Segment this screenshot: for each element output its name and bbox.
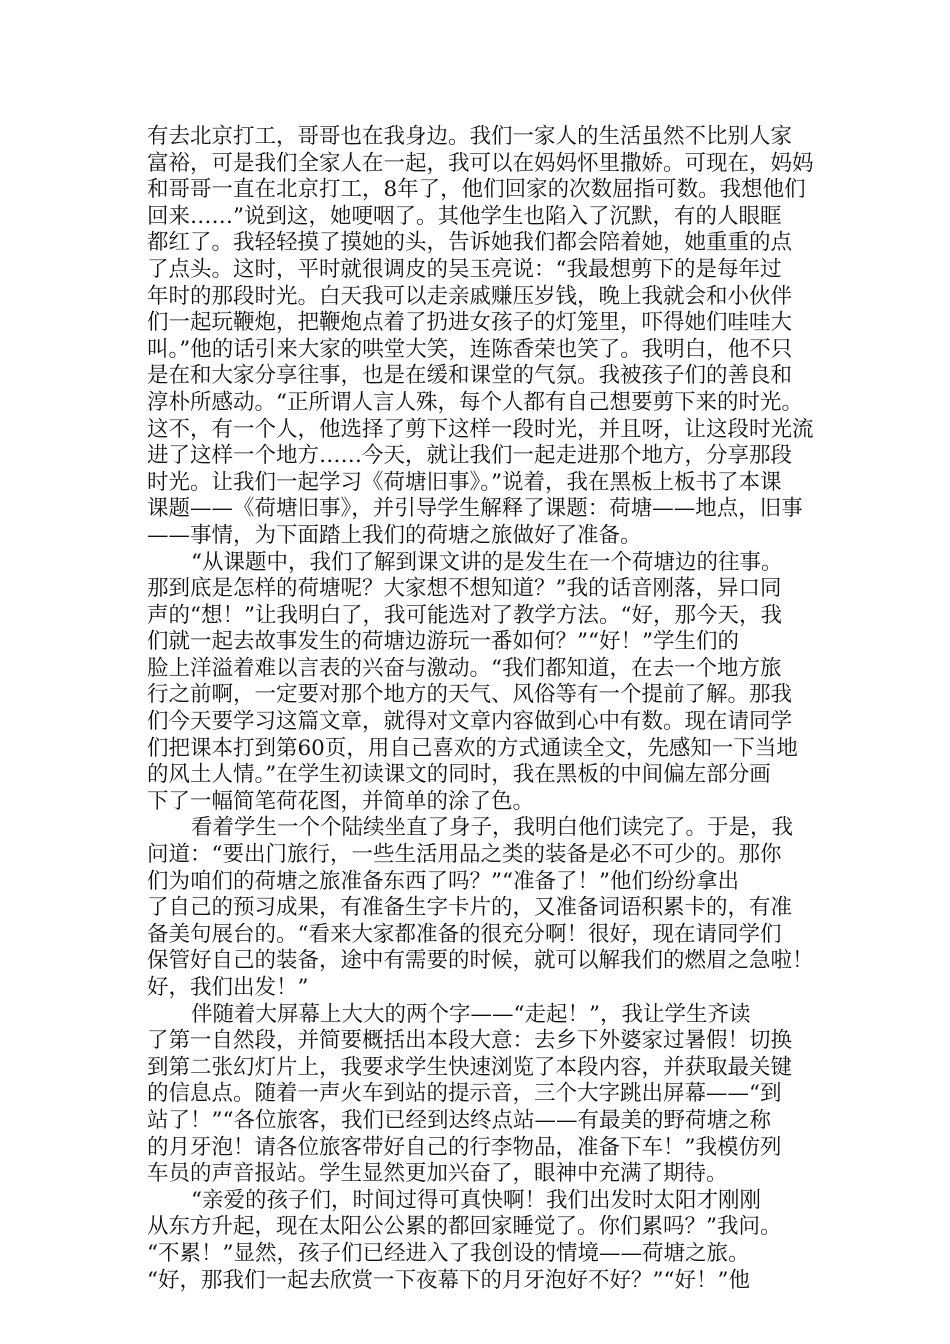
text-line: 课题——《荷塘旧事》，并引导学生解释了课题：荷塘——地点，旧事 bbox=[147, 496, 803, 522]
text-line: 的风土人情。”在学生初读课文的同时，我在黑板的中间偏左部分画 bbox=[147, 762, 771, 788]
text-line: 行之前啊，一定要对那个地方的天气、风俗等有一个提前了解。那我 bbox=[147, 682, 793, 708]
text-line: 都红了。我轻轻摸了摸她的头，告诉她我们都会陪着她，她重重的点 bbox=[147, 230, 793, 256]
text-line: 回来……”说到这，她哽咽了。其他学生也陷入了沉默，有的人眼眶 bbox=[147, 203, 782, 229]
text-line: 备美句展台的。“看来大家都准备的很充分啊！很好，现在请同学们 bbox=[147, 921, 782, 947]
text-line: 到第二张幻灯片上，我要求学生快速浏览了本段内容，并获取最关键 bbox=[147, 1054, 793, 1080]
text-line: 们把课本打到第60页，用自己喜欢的方式通读全文，先感知一下当地 bbox=[147, 735, 798, 761]
text-line: 那到底是怎样的荷塘呢？大家想不想知道？”我的话音刚落，异口同 bbox=[147, 576, 782, 602]
paragraph-start-line: “亲爱的孩子们，时间过得可真快啊！我们出发时太阳才刚刚 bbox=[191, 1187, 761, 1213]
text-line: 的月牙泡！请各位旅客带好自己的行李物品，准备下车！”我模仿列 bbox=[147, 1134, 782, 1160]
text-line: 下了一幅简笔荷花图，并简单的涂了色。 bbox=[147, 788, 535, 814]
text-line: 声的“想！”让我明白了，我可能选对了教学方法。“好，那今天，我 bbox=[147, 602, 782, 628]
text-line: 了第一自然段，并简要概括出本段大意：去乡下外婆家过暑假！切换 bbox=[147, 1028, 793, 1054]
text-line: 了点头。这时，平时就很调皮的吴玉亮说：“我最想剪下的是每年过 bbox=[147, 256, 782, 282]
text-line: “好，那我们一起去欣赏一下夜幕下的月牙泡好不好？”“好！”他 bbox=[147, 1267, 750, 1293]
text-line: 好，我们出发！” bbox=[147, 975, 309, 1000]
text-line: 进了这样一个地方……今天，就让我们一起走进那个地方，分享那段 bbox=[147, 443, 793, 469]
text-line: 站了！”“各位旅客，我们已经到达终点站——有最美的野荷塘之称 bbox=[147, 1107, 771, 1133]
text-line: 叫。”他的话引来大家的哄堂大笑，连陈香荣也笑了。我明白，他不只 bbox=[147, 336, 793, 362]
text-line: 脸上洋溢着难以言表的兴奋与激动。“我们都知道，在去一个地方旅 bbox=[147, 655, 782, 681]
text-line: 们一起玩鞭炮，把鞭炮点着了扔进女孩子的灯笼里，吓得她们哇哇大 bbox=[147, 310, 793, 336]
text-line: 了自己的预习成果，有准备生字卡片的，又准备词语积累卡的，有准 bbox=[147, 895, 793, 921]
text-line: 们为咱们的荷塘之旅准备东西了吗？”“准备了！”他们纷纷拿出 bbox=[147, 868, 739, 894]
paragraph-start-line: “从课题中，我们了解到课文讲的是发生在一个荷塘边的往事。 bbox=[191, 549, 783, 575]
text-line: 时光。让我们一起学习《荷塘旧事》。”说着，我在黑板上板书了本课 bbox=[147, 469, 782, 495]
text-line: 从东方升起，现在太阳公公累的都回家睡觉了。你们累吗？”我问。 bbox=[147, 1214, 782, 1240]
text-line: 年时的那段时光。白天我可以走亲戚赚压岁钱，晚上我就会和小伙伴 bbox=[147, 283, 793, 309]
text-line: ——事情，为下面踏上我们的荷塘之旅做好了准备。 bbox=[147, 522, 642, 548]
text-line: 是在和大家分享往事，也是在缓和课堂的气氛。我被孩子们的善良和 bbox=[147, 363, 793, 389]
text-line: 们今天要学习这篇文章，就得对文章内容做到心中有数。现在请同学 bbox=[147, 709, 793, 735]
text-line: 有去北京打工，哥哥也在我身边。我们一家人的生活虽然不比别人家 bbox=[147, 124, 793, 149]
text-line: 问道：“要出门旅行，一些生活用品之类的装备是必不可少的。那你 bbox=[147, 842, 782, 868]
text-line: 们就一起去故事发生的荷塘边游玩一番如何？”“好！”学生们的 bbox=[147, 629, 739, 655]
body-text bbox=[147, 124, 814, 1294]
text-line: 这不，有一个人，他选择了剪下这样一段时光，并且呀，让这段时光流 bbox=[147, 416, 814, 442]
text-line: “不累！”显然，孩子们已经进入了我创设的情境——荷塘之旅。 bbox=[147, 1240, 750, 1266]
text-line: 保管好自己的装备，途中有需要的时候，就可以解我们的燃眉之急啦！ bbox=[147, 948, 814, 974]
text-line: 车员的声音报站。学生显然更加兴奋了，眼神中充满了期待。 bbox=[147, 1161, 728, 1187]
paragraph-start-line: 伴随着大屏幕上大大的两个字——“走起！”，我让学生齐读 bbox=[191, 1001, 751, 1027]
paragraph-start-line: 看着学生一个个陆续坐直了身子，我明白他们读完了。于是，我 bbox=[191, 815, 794, 841]
text-line: 的信息点。随着一声火车到站的提示音，三个大字跳出屏幕——“到 bbox=[147, 1081, 782, 1107]
text-line: 淳朴所感动。“正所谓人言人殊，每个人都有自己想要剪下来的时光。 bbox=[147, 389, 803, 415]
text-line: 富裕，可是我们全家人在一起，我可以在妈妈怀里撒娇。可现在，妈妈 bbox=[147, 150, 814, 176]
text-line: 和哥哥一直在北京打工，8年了，他们回家的次数屈指可数。我想他们 bbox=[147, 177, 806, 203]
